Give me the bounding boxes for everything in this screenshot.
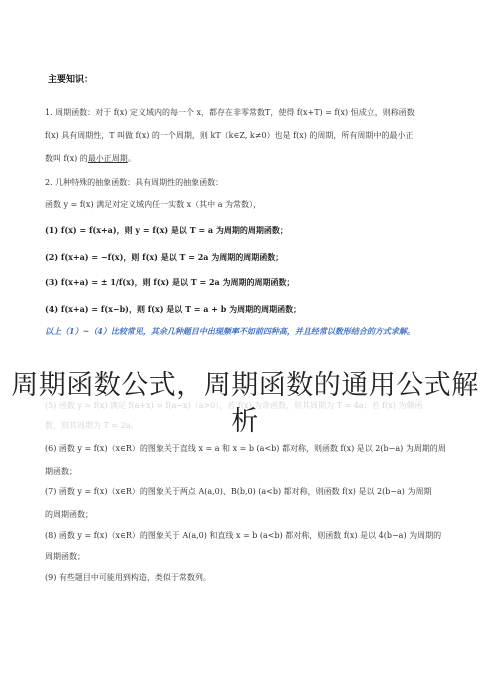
text-fragment: 。 xyxy=(127,154,136,163)
text-fragment: 数叫 f(x) 的 xyxy=(45,154,88,163)
text-line: (6) 函数 y = f(x)（x∈R）的图象关于直线 x = a 和 x = b (a<b) 都对称，则函数 f(x) 是以 2(b−a) 为周期的周 xyxy=(45,444,446,453)
formula-line: (1) f(x) = f(x+a)，则 y = f(x) 是以 T = a 为周期的周期函数； xyxy=(45,225,288,235)
text-line: (9) 有些题目中可能用到构造，类似于常数列。 xyxy=(45,573,211,582)
text-line xyxy=(45,153,136,164)
text-line: 1. 周期函数：对于 f(x) 定义域内的每一个 x，都存在非零常数T，使得 f(x+T) = f(x) 恒成立，则称函数 xyxy=(45,108,415,117)
text-line: 期函数； xyxy=(45,467,77,476)
text-line: (8) 函数 y = f(x)（x∈R）的图象关于 A(a,0) 和直线 x = b (a<b) 都对称，则函数 f(x) 是以 4(b−a) 为周期的 xyxy=(45,531,442,540)
text-line: f(x) 具有周期性，T 叫做 f(x) 的一个周期，则 kT（k∈Z, k≠0）也是 f(x) 的周期，所有周期中的最小正 xyxy=(45,131,414,140)
overlay-title: 周期函数公式，周期函数的通用公式解析 xyxy=(0,368,490,440)
note-line: 以上（1）~（4）比较常见，其余几种题目中出现频率不如前四种高，并且经常以数形结合的方式求解。 xyxy=(45,326,415,336)
underlined-term: 最小正周期 xyxy=(87,154,128,163)
formula-line: (3) f(x+a) = ± 1/f(x)，则 f(x) 是以 T = 2a 为周期的周期函数； xyxy=(45,277,295,287)
text-line: 的周期函数； xyxy=(45,510,93,519)
formula-line: (4) f(x+a) = f(x−b)，则 f(x) 是以 T = a + b 为周期的周期函数； xyxy=(45,304,302,314)
text-line: 2. 几种特殊的抽象函数：具有周期性的抽象函数： xyxy=(45,178,224,187)
formula-line: (2) f(x+a) = −f(x)，则 f(x) 是以 T = 2a 为周期的周期函数； xyxy=(45,252,284,262)
text-line: 周期函数； xyxy=(45,552,85,561)
text-line: (7) 函数 y = f(x)（x∈R）的图象关于两点 A(a,0)、B(b,0) (a<b) 都对称，则函数 f(x) 是以 2(b−a) 为周期 xyxy=(45,487,432,496)
text-line: 函数 y = f(x) 满足对定义域内任一实数 x（其中 a 为常数）， xyxy=(45,200,262,209)
section-heading: 主要知识： xyxy=(48,75,94,85)
